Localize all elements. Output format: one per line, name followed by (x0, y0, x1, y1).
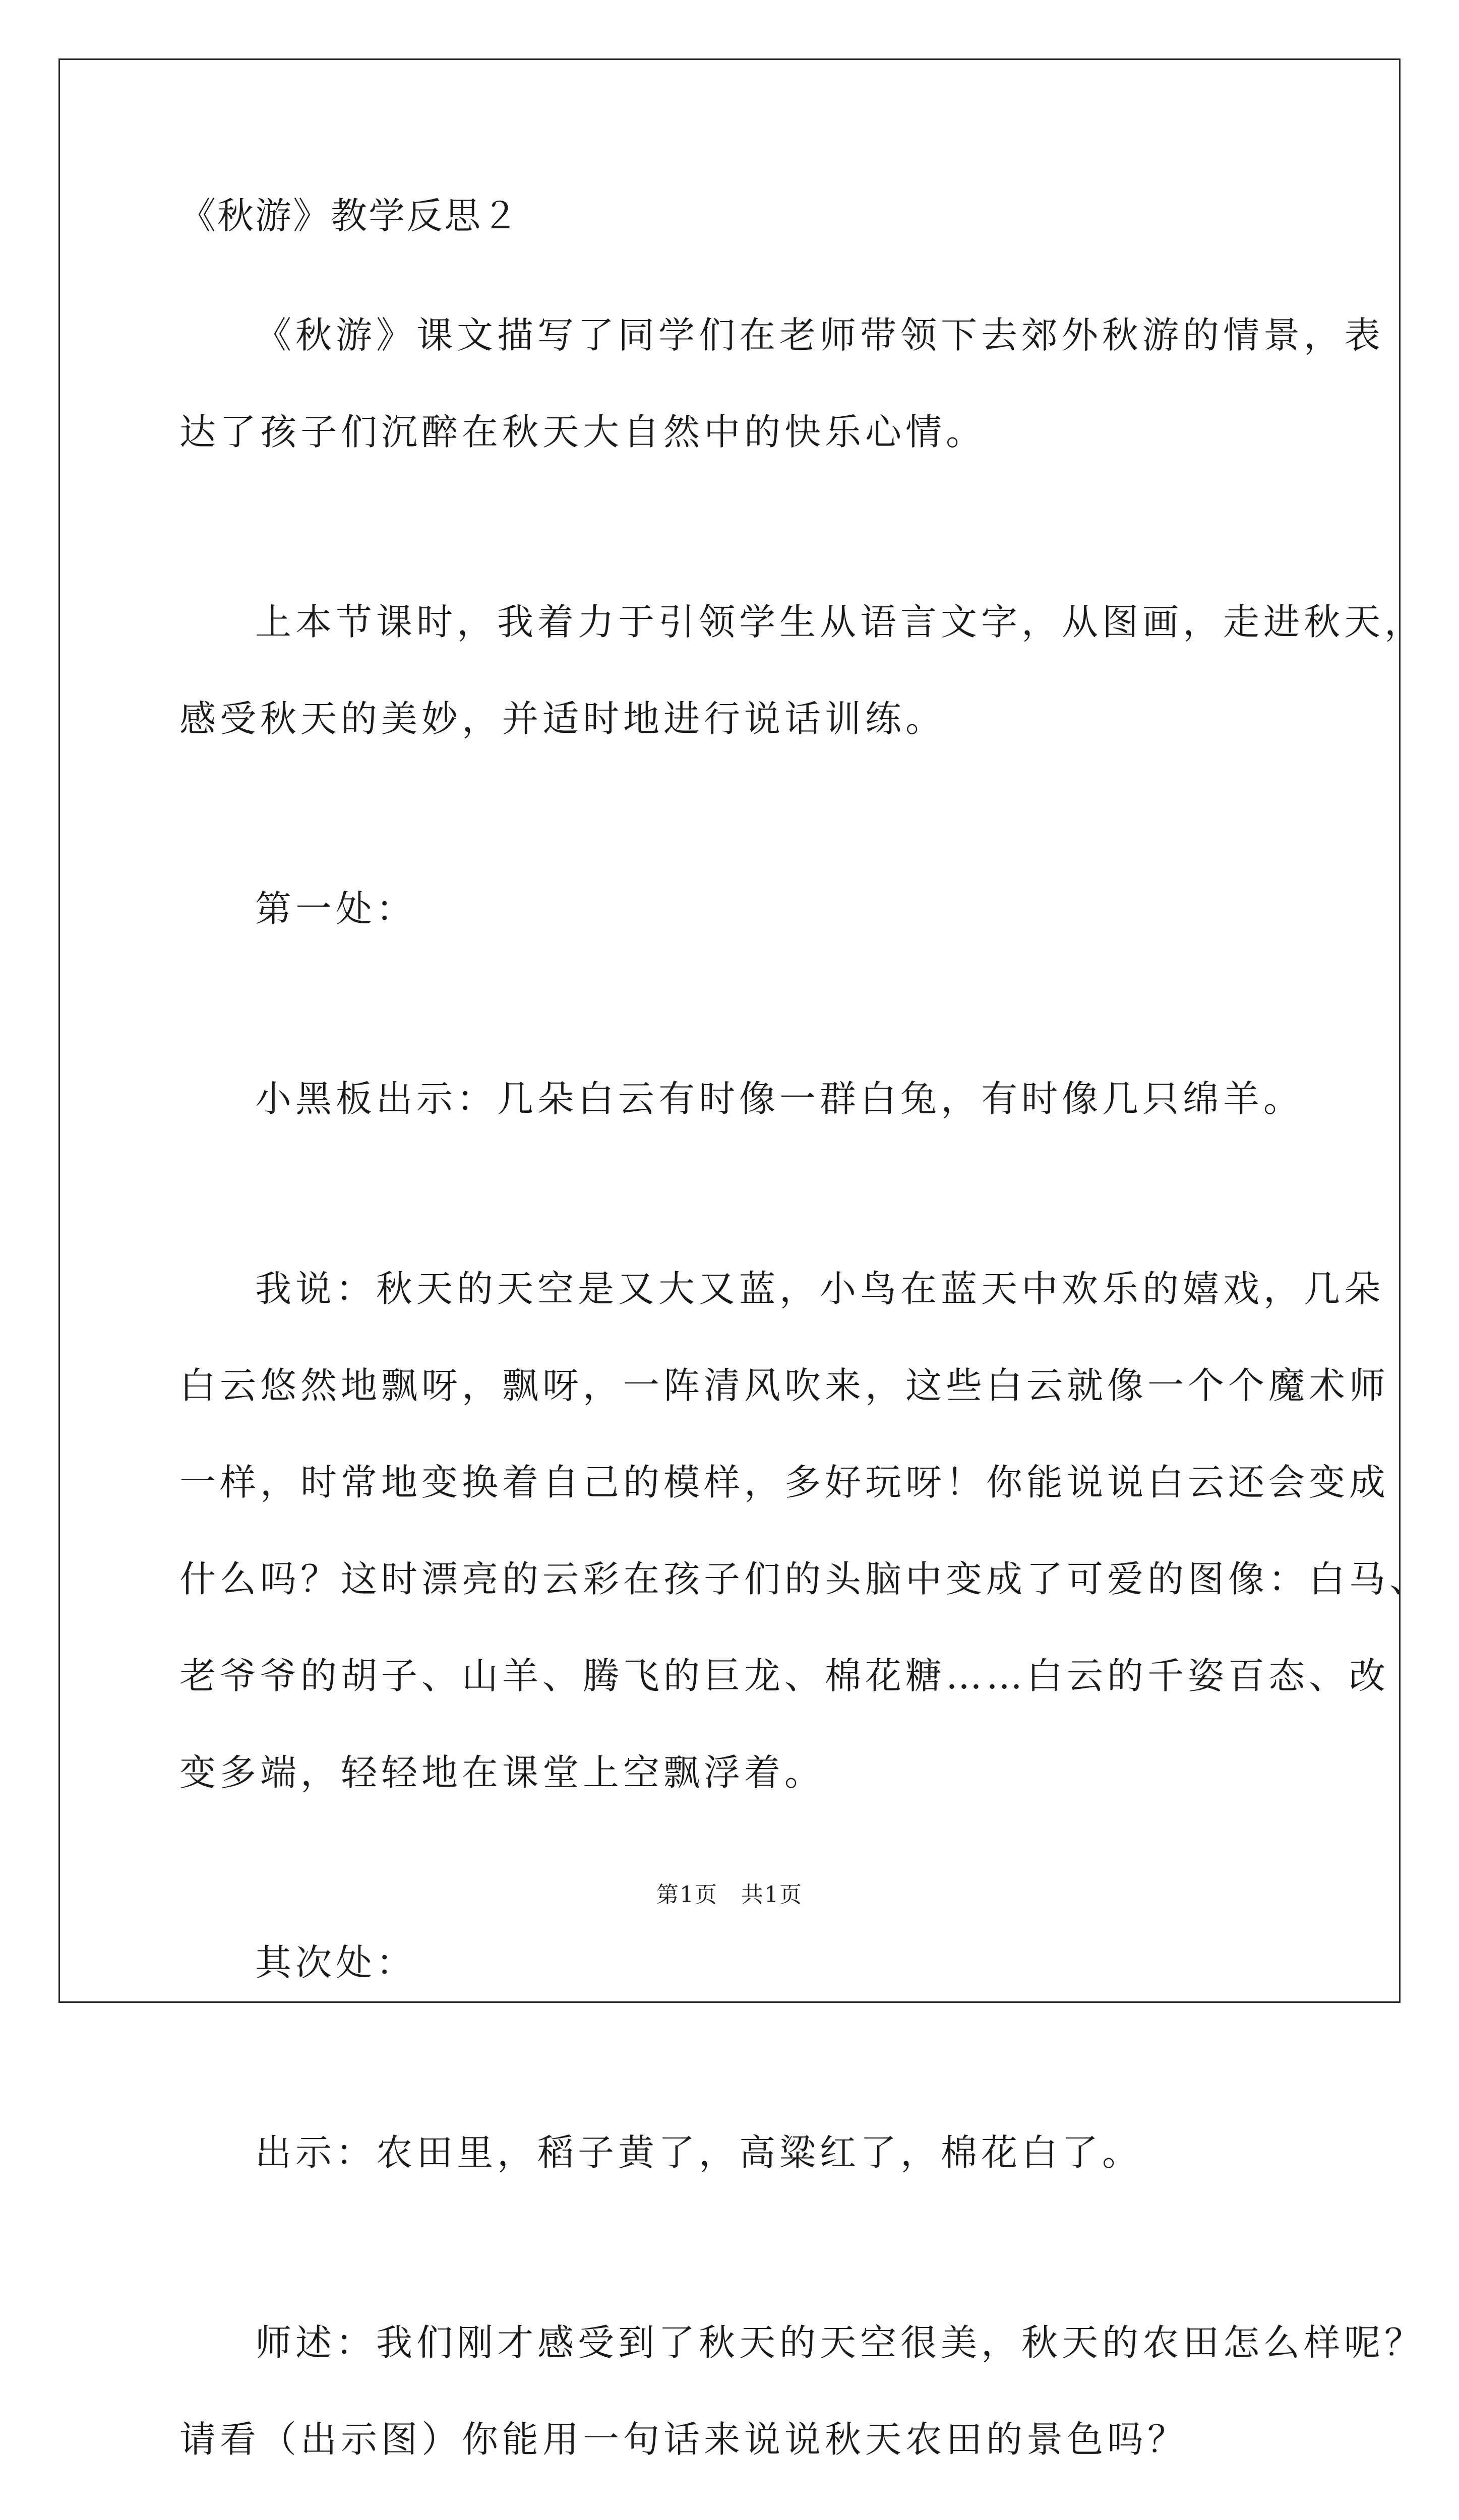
paragraph-line: 变多端，轻轻地在课堂上空飘浮着。 (179, 1751, 825, 1794)
paragraph-7 (179, 2104, 1339, 2201)
paragraph-line: 小黑板出示：几朵白云有时像一群白兔，有时像几只绵羊。 (255, 1078, 1304, 1120)
paragraph-line: 《秋游》课文描写了同学们在老师带领下去郊外秋游的情景，表 (255, 314, 1385, 356)
document-title: 《秋游》教学反思２ (179, 195, 520, 237)
paragraph-5 (179, 1240, 1430, 1821)
paragraph-line: 第一处： (255, 888, 417, 930)
paragraph-line: 感受秋天的美妙，并适时地进行说话训练。 (179, 698, 946, 740)
paragraph-line: 师述：我们刚才感受到了秋天的天空很美，秋天的农田怎么样呢？ (255, 2321, 1425, 2364)
paragraph-line: 请看（出示图）你能用一句话来说说秋天农田的景色吗？ (179, 2418, 1188, 2461)
paragraph-line: 老爷爷的胡子、山羊、腾飞的巨龙、棉花糖……白云的千姿百态、改 (179, 1655, 1390, 1697)
paragraph-line: 什么吗？这时漂亮的云彩在孩子们的头脑中变成了可爱的图像：白马、 (179, 1558, 1430, 1600)
paragraph-3 (179, 860, 1339, 957)
paragraph-4 (179, 1050, 1339, 1147)
paragraph-1 (179, 287, 1385, 480)
paragraph-line: 一样，时常地变换着自己的模样，多好玩呀！你能说说白云还会变成 (179, 1461, 1390, 1503)
paragraph-6 (179, 1914, 1339, 2011)
paragraph-2 (179, 574, 1425, 767)
paragraph-line: 达了孩子们沉醉在秋天大自然中的快乐心情。 (179, 411, 987, 453)
paragraph-8 (179, 2294, 1425, 2488)
paragraph-list (179, 287, 1430, 2488)
paragraph-line: 我说：秋天的天空是又大又蓝，小鸟在蓝天中欢乐的嬉戏，几朵 (255, 1268, 1385, 1310)
paragraph-line: 上本节课时，我着力于引领学生从语言文字，从图画，走进秋天， (255, 601, 1425, 643)
paragraph-line: 其次处： (255, 1941, 417, 1984)
page-footer: 第1页 共1页 (656, 1882, 803, 1908)
paragraph-line: 出示：农田里，稻子黄了，高粱红了，棉花白了。 (255, 2131, 1143, 2174)
document-body (179, 192, 1430, 2520)
paragraph-line: 白云悠然地飘呀，飘呀，一阵清风吹来，这些白云就像一个个魔术师 (179, 1364, 1390, 1407)
